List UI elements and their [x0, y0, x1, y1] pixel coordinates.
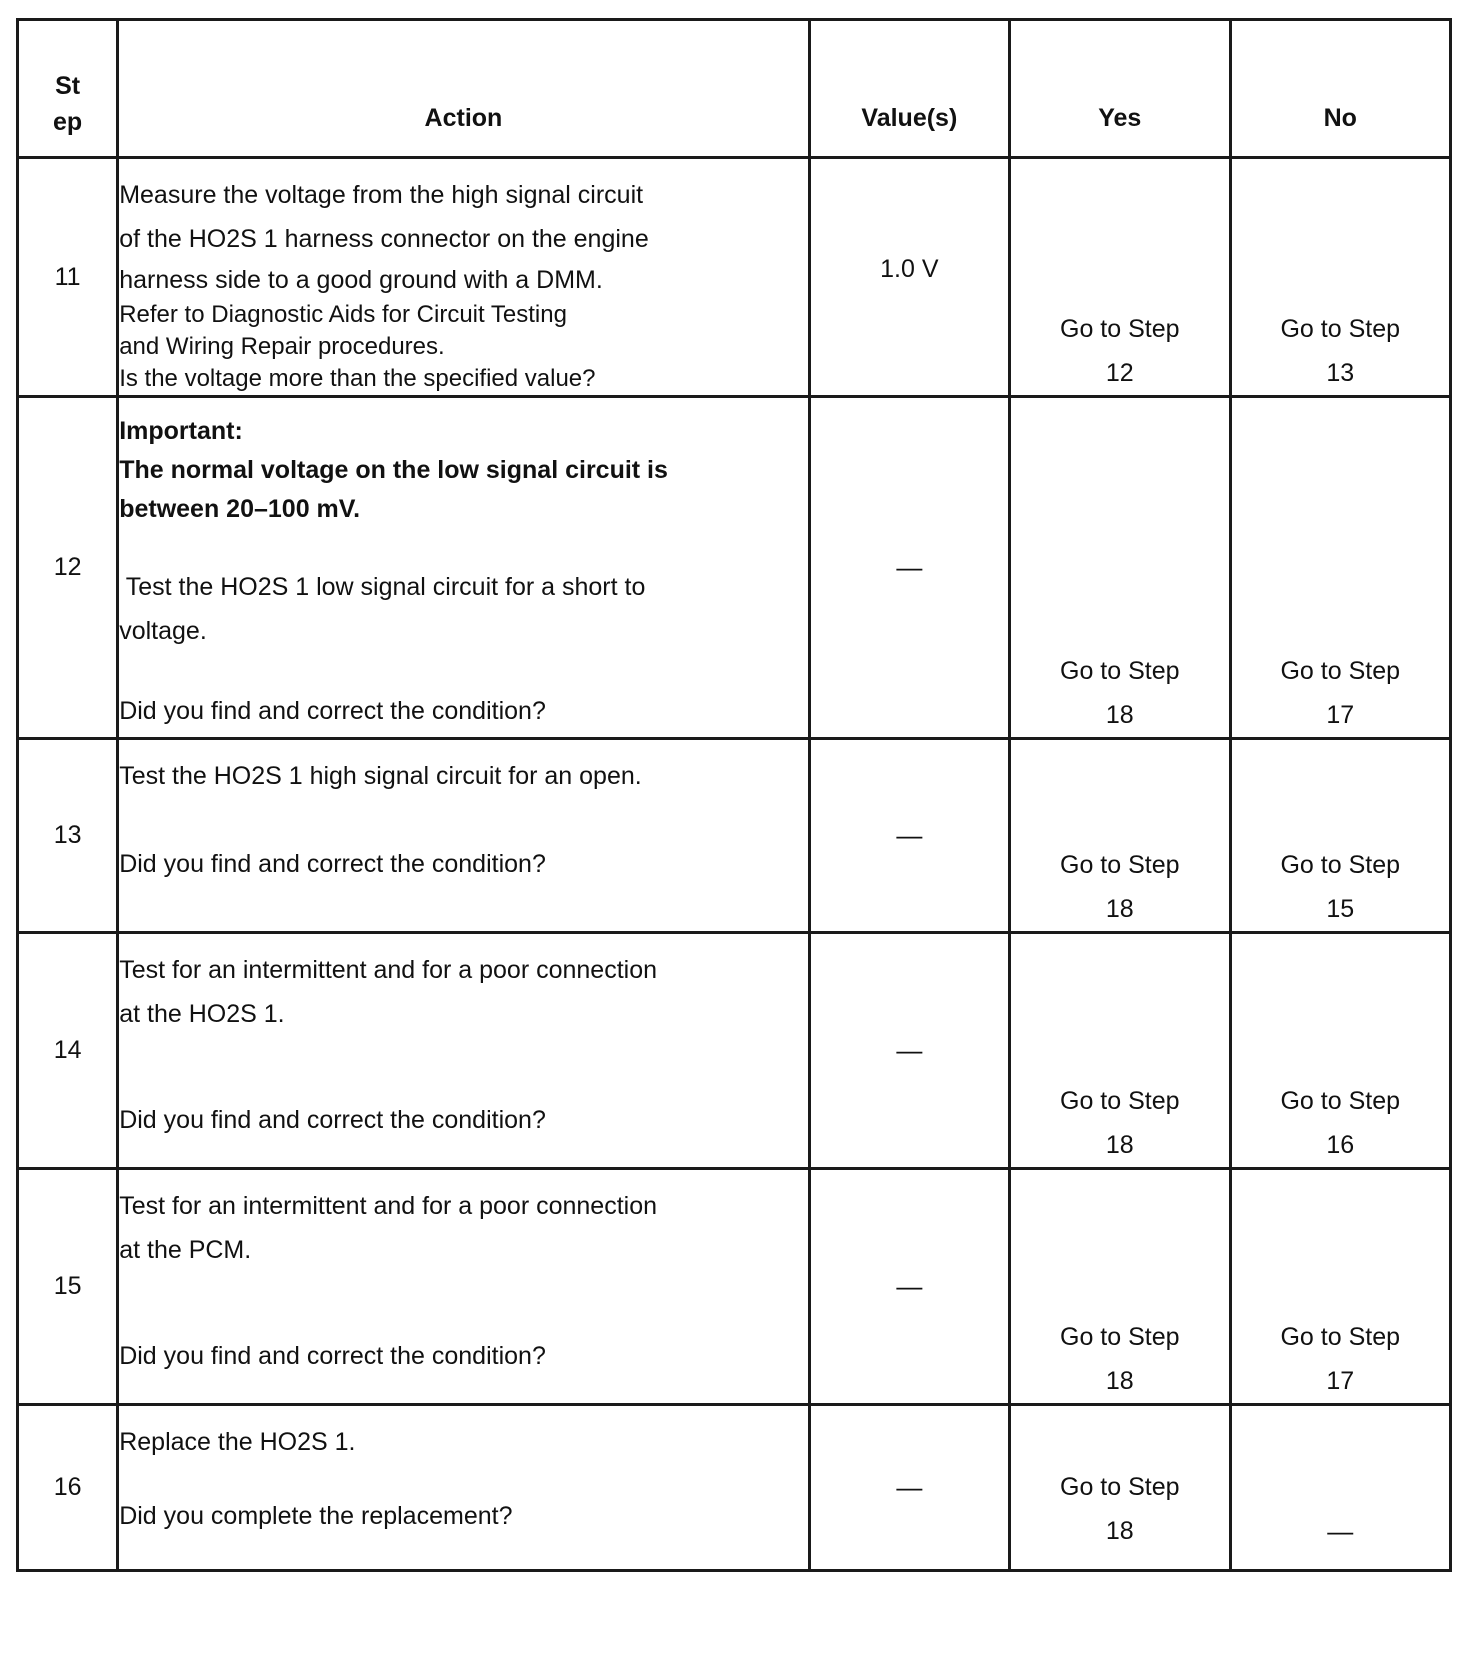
value-text: — — [896, 1035, 923, 1065]
goto-label: Go to Step — [1280, 851, 1401, 879]
action-cell — [118, 1405, 809, 1571]
action-line: of the HO2S 1 harness connector on the engine — [119, 225, 649, 253]
question-line: Did you complete the replacement? — [119, 1502, 513, 1530]
table-row — [18, 739, 1451, 933]
goto-step: 13 — [1326, 359, 1355, 387]
no-cell — [1230, 933, 1451, 1169]
important-text: between 20–100 mV. — [119, 495, 361, 523]
action-line: voltage. — [119, 617, 207, 645]
action-line: Refer to Diagnostic Aids for Circuit Testing — [119, 301, 567, 328]
table-row — [18, 933, 1451, 1169]
goto-step: 17 — [1326, 1367, 1355, 1395]
yes-cell — [1010, 1169, 1230, 1405]
value-cell — [809, 397, 1009, 739]
action-line: Test the HO2S 1 high signal circuit for an open. — [119, 762, 642, 790]
goto-label: Go to Step — [1060, 1473, 1180, 1501]
action-line: Test for an intermittent and for a poor connection — [119, 956, 658, 984]
action-cell — [118, 397, 809, 739]
yes-cell — [1010, 158, 1230, 397]
header-yes: Yes — [1010, 20, 1230, 158]
action-line: Replace the HO2S 1. — [119, 1428, 356, 1456]
action-line: Measure the voltage from the high signal circuit — [119, 181, 644, 209]
goto-step: 15 — [1326, 895, 1355, 923]
goto-none: — — [1327, 1516, 1354, 1546]
value-cell — [809, 1169, 1009, 1405]
no-cell — [1230, 1169, 1451, 1405]
action-line: Test for an intermittent and for a poor connection — [119, 1192, 658, 1220]
important-text: The normal voltage on the low signal circuit is — [119, 456, 668, 484]
value-cell — [809, 158, 1009, 397]
no-cell — [1230, 158, 1451, 397]
header-action: Action — [118, 20, 809, 158]
question-line: Did you find and correct the condition? — [119, 697, 546, 725]
action-cell — [118, 158, 809, 397]
header-step-line: St — [55, 72, 81, 100]
diagnostic-table — [16, 18, 1452, 1572]
step-number: 13 — [18, 739, 118, 933]
header-values: Value(s) — [809, 20, 1009, 158]
value-text: — — [896, 552, 923, 582]
goto-step: 18 — [1105, 1517, 1134, 1545]
question-line: Did you find and correct the condition? — [119, 1342, 546, 1370]
no-cell — [1230, 1405, 1451, 1571]
goto-step: 18 — [1105, 701, 1134, 729]
goto-label: Go to Step — [1280, 315, 1401, 343]
goto-label: Go to Step — [1060, 315, 1180, 343]
goto-step: 12 — [1105, 359, 1134, 387]
header-step-line: ep — [53, 108, 83, 136]
goto-step: 18 — [1105, 1131, 1134, 1159]
no-cell — [1230, 739, 1451, 933]
goto-label: Go to Step — [1060, 657, 1180, 685]
value-cell — [809, 739, 1009, 933]
header-row — [18, 20, 1451, 158]
step-number: 12 — [18, 397, 118, 739]
goto-label: Go to Step — [1280, 1087, 1401, 1115]
action-line: Test the HO2S 1 low signal circuit for a short to — [119, 573, 646, 601]
goto-label: Go to Step — [1280, 1323, 1401, 1351]
yes-cell — [1010, 933, 1230, 1169]
goto-label: Go to Step — [1060, 1323, 1180, 1351]
question-line: Did you find and correct the condition? — [119, 850, 546, 878]
yes-cell — [1010, 739, 1230, 933]
goto-label: Go to Step — [1060, 851, 1180, 879]
goto-step: 17 — [1326, 701, 1355, 729]
goto-step: 18 — [1105, 1367, 1134, 1395]
value-text: — — [896, 820, 923, 850]
yes-cell — [1010, 1405, 1230, 1571]
value-cell — [809, 1405, 1009, 1571]
question-line: Did you find and correct the condition? — [119, 1106, 546, 1134]
yes-cell — [1010, 397, 1230, 739]
action-line: at the PCM. — [119, 1236, 252, 1264]
action-line: and Wiring Repair procedures. — [119, 333, 445, 360]
table-row — [18, 158, 1451, 397]
goto-label: Go to Step — [1060, 1087, 1180, 1115]
header-no: No — [1230, 20, 1451, 158]
goto-step: 18 — [1105, 895, 1134, 923]
important-label: Important: — [119, 417, 243, 445]
table-row — [18, 1405, 1451, 1571]
step-number: 16 — [18, 1405, 118, 1571]
table-row — [18, 397, 1451, 739]
action-line: harness side to a good ground with a DMM. — [119, 266, 603, 294]
action-line: at the HO2S 1. — [119, 1000, 285, 1028]
value-text: — — [896, 1472, 923, 1502]
action-cell — [118, 1169, 809, 1405]
action-line: Is the voltage more than the specified value? — [119, 365, 596, 392]
goto-label: Go to Step — [1280, 657, 1401, 685]
step-number: 15 — [18, 1169, 118, 1405]
table-row — [18, 1169, 1451, 1405]
action-cell — [118, 739, 809, 933]
value-text: — — [896, 1271, 923, 1301]
header-step — [18, 20, 118, 158]
goto-step: 16 — [1326, 1131, 1355, 1159]
action-cell — [118, 933, 809, 1169]
step-number: 11 — [18, 158, 118, 397]
step-number: 14 — [18, 933, 118, 1169]
value-text: 1.0 V — [880, 255, 939, 283]
value-cell — [809, 933, 1009, 1169]
no-cell — [1230, 397, 1451, 739]
